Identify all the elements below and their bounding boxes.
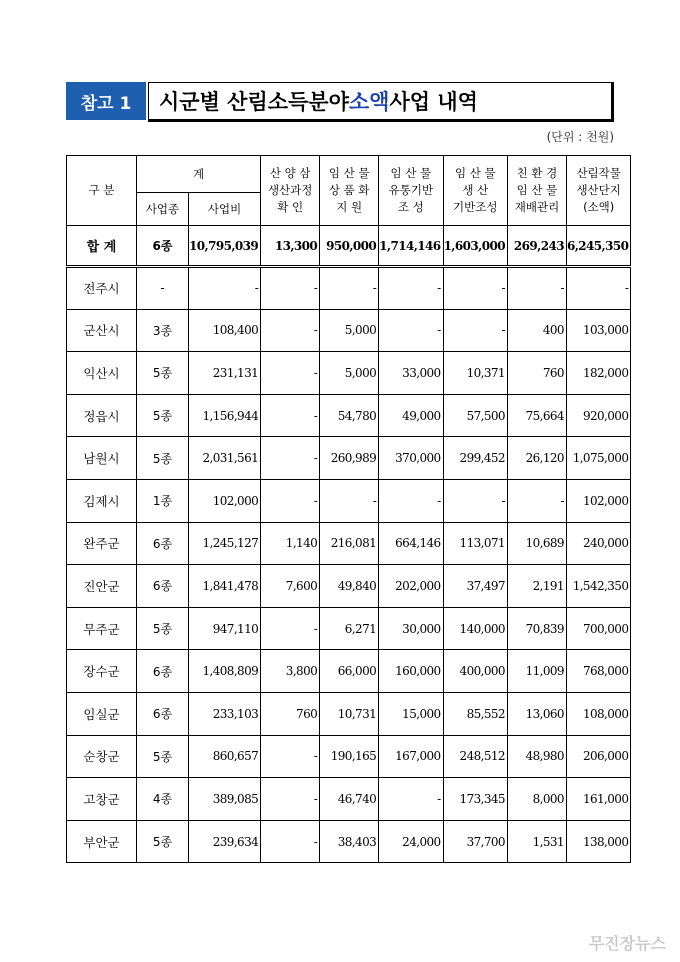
cell-c1: - — [261, 437, 320, 480]
cell-count: 5종 — [137, 352, 189, 395]
table-row — [67, 820, 631, 863]
table-row — [67, 352, 631, 395]
cell-name: 무주군 — [67, 607, 137, 650]
cell-c6: 920,000 — [566, 394, 630, 437]
cell-count: 6종 — [137, 522, 189, 565]
cell-c3: 160,000 — [379, 650, 443, 693]
header-col-3: 임 산 물 유통기반 조 성 — [379, 156, 443, 226]
table-row — [67, 267, 631, 310]
cell-cost: 1,156,944 — [189, 394, 261, 437]
cell-c4: 173,345 — [443, 778, 507, 821]
cell-cost: 860,657 — [189, 735, 261, 778]
cell-count: 5종 — [137, 820, 189, 863]
cell-cost: 1,408,809 — [189, 650, 261, 693]
cell-count: 6종 — [137, 650, 189, 693]
cell-c4: 1,603,000 — [443, 226, 507, 267]
header-col-6: 산림작물 생산단지 (소액) — [566, 156, 630, 226]
cell-c3: 202,000 — [379, 565, 443, 608]
cell-c6: 102,000 — [566, 479, 630, 522]
cell-c5: 1,531 — [507, 820, 566, 863]
cell-c5: 70,839 — [507, 607, 566, 650]
table-row — [67, 479, 631, 522]
cell-c6: 700,000 — [566, 607, 630, 650]
header-col-5: 친 환 경 임 산 물 재배관리 — [507, 156, 566, 226]
cell-c2: 49,840 — [320, 565, 379, 608]
title-text-highlight: 소액 — [348, 90, 390, 114]
cell-name: 김제시 — [67, 479, 137, 522]
cell-cost: - — [189, 267, 261, 310]
cell-name: 정읍시 — [67, 394, 137, 437]
cell-c1: - — [261, 267, 320, 310]
cell-c3: 49,000 — [379, 394, 443, 437]
cell-c6: 182,000 — [566, 352, 630, 395]
cell-cost: 239,634 — [189, 820, 261, 863]
cell-c4: 113,071 — [443, 522, 507, 565]
cell-c6: 6,245,350 — [566, 226, 630, 267]
cell-c4: 37,497 — [443, 565, 507, 608]
cell-c2: 54,780 — [320, 394, 379, 437]
cell-c3: - — [379, 778, 443, 821]
cell-c1: - — [261, 479, 320, 522]
cell-name: 남원시 — [67, 437, 137, 480]
cell-name: 장수군 — [67, 650, 137, 693]
cell-cost: 389,085 — [189, 778, 261, 821]
cell-name: 익산시 — [67, 352, 137, 395]
unit-label: (단위 : 천원) — [546, 130, 614, 144]
cell-c1: 3,800 — [261, 650, 320, 693]
cell-c6: 108,000 — [566, 692, 630, 735]
cell-c2: - — [320, 267, 379, 310]
cell-c1: - — [261, 820, 320, 863]
cell-count: 1종 — [137, 479, 189, 522]
cell-name: 부안군 — [67, 820, 137, 863]
cell-c6: 138,000 — [566, 820, 630, 863]
cell-c5: - — [507, 479, 566, 522]
cell-c3: - — [379, 309, 443, 352]
header-total: 계 — [137, 156, 261, 193]
document-title — [66, 82, 614, 120]
cell-count: 5종 — [137, 437, 189, 480]
table-row — [67, 309, 631, 352]
cell-c4: 248,512 — [443, 735, 507, 778]
cell-c2: 260,989 — [320, 437, 379, 480]
cell-c2: 5,000 — [320, 352, 379, 395]
cell-c5: 400 — [507, 309, 566, 352]
cell-name: 합 계 — [67, 226, 137, 267]
cell-c4: 400,000 — [443, 650, 507, 693]
table-row — [67, 778, 631, 821]
cell-c2: 5,000 — [320, 309, 379, 352]
cell-c2: - — [320, 479, 379, 522]
cell-cost: 231,131 — [189, 352, 261, 395]
cell-c4: 85,552 — [443, 692, 507, 735]
cell-c4: - — [443, 267, 507, 310]
cell-c3: 33,000 — [379, 352, 443, 395]
header-col-1: 산 양 삼 생산과정 확 인 — [261, 156, 320, 226]
cell-c2: 10,731 — [320, 692, 379, 735]
table-row — [67, 522, 631, 565]
cell-c5: 26,120 — [507, 437, 566, 480]
cell-c3: - — [379, 479, 443, 522]
cell-c1: - — [261, 352, 320, 395]
cell-cost: 10,795,039 — [189, 226, 261, 267]
cell-count: 6종 — [137, 226, 189, 267]
cell-c3: 370,000 — [379, 437, 443, 480]
cell-cost: 1,841,478 — [189, 565, 261, 608]
cell-count: 5종 — [137, 607, 189, 650]
cell-c1: - — [261, 394, 320, 437]
cell-name: 완주군 — [67, 522, 137, 565]
cell-count: 5종 — [137, 735, 189, 778]
cell-c1: 760 — [261, 692, 320, 735]
cell-c4: 37,700 — [443, 820, 507, 863]
cell-c6: 1,075,000 — [566, 437, 630, 480]
header-col-4: 임 산 물 생 산 기반조성 — [443, 156, 507, 226]
cell-c4: 140,000 — [443, 607, 507, 650]
cell-count: 6종 — [137, 565, 189, 608]
cell-cost: 233,103 — [189, 692, 261, 735]
cell-count: 4종 — [137, 778, 189, 821]
cell-c3: 30,000 — [379, 607, 443, 650]
cell-c1: - — [261, 607, 320, 650]
cell-c5: 8,000 — [507, 778, 566, 821]
cell-c1: 1,140 — [261, 522, 320, 565]
cell-c2: 66,000 — [320, 650, 379, 693]
table-row — [67, 607, 631, 650]
cell-cost: 108,400 — [189, 309, 261, 352]
watermark-logo: 무진장뉴스 — [588, 934, 666, 953]
cell-c4: - — [443, 309, 507, 352]
cell-name: 고창군 — [67, 778, 137, 821]
cell-c6: 1,542,350 — [566, 565, 630, 608]
cell-name: 임실군 — [67, 692, 137, 735]
title-text-after: 사업 내역 — [389, 90, 478, 114]
cell-c3: 664,146 — [379, 522, 443, 565]
cell-c1: - — [261, 778, 320, 821]
cell-c2: 950,000 — [320, 226, 379, 267]
cell-c3: - — [379, 267, 443, 310]
table-body — [67, 226, 631, 863]
title-box — [148, 82, 614, 122]
header-gubun: 구 분 — [67, 156, 137, 226]
cell-c6: 768,000 — [566, 650, 630, 693]
cell-count: 5종 — [137, 394, 189, 437]
cell-c6: 240,000 — [566, 522, 630, 565]
cell-c3: 15,000 — [379, 692, 443, 735]
header-count: 사업종 — [137, 193, 189, 226]
cell-c4: 10,371 — [443, 352, 507, 395]
cell-name: 군산시 — [67, 309, 137, 352]
cell-c2: 46,740 — [320, 778, 379, 821]
cell-c5: 2,191 — [507, 565, 566, 608]
cell-c4: - — [443, 479, 507, 522]
cell-name: 순창군 — [67, 735, 137, 778]
table-row — [67, 650, 631, 693]
header-col-2: 임 산 물 상 품 화 지 원 — [320, 156, 379, 226]
cell-c1: 13,300 — [261, 226, 320, 267]
table-row — [67, 692, 631, 735]
cell-cost: 947,110 — [189, 607, 261, 650]
cell-count: - — [137, 267, 189, 310]
cell-c2: 190,165 — [320, 735, 379, 778]
cell-c3: 24,000 — [379, 820, 443, 863]
cell-c6: - — [566, 267, 630, 310]
table-row — [67, 735, 631, 778]
cell-c6: 161,000 — [566, 778, 630, 821]
total-row — [67, 226, 631, 267]
cell-c5: 10,689 — [507, 522, 566, 565]
cell-c5: 11,009 — [507, 650, 566, 693]
cell-c5: 269,243 — [507, 226, 566, 267]
title-text-before: 시군별 산림소득분야 — [159, 90, 349, 114]
cell-c6: 206,000 — [566, 735, 630, 778]
cell-c5: 760 — [507, 352, 566, 395]
budget-table — [66, 155, 631, 863]
cell-cost: 1,245,127 — [189, 522, 261, 565]
table-row — [67, 437, 631, 480]
cell-c5: 13,060 — [507, 692, 566, 735]
cell-name: 진안군 — [67, 565, 137, 608]
header-cost: 사업비 — [189, 193, 261, 226]
cell-cost: 2,031,561 — [189, 437, 261, 480]
cell-c4: 57,500 — [443, 394, 507, 437]
cell-c5: 75,664 — [507, 394, 566, 437]
cell-c2: 6,271 — [320, 607, 379, 650]
cell-c1: - — [261, 309, 320, 352]
cell-c2: 216,081 — [320, 522, 379, 565]
cell-c5: - — [507, 267, 566, 310]
cell-c1: 7,600 — [261, 565, 320, 608]
table-row — [67, 394, 631, 437]
cell-c5: 48,980 — [507, 735, 566, 778]
cell-count: 3종 — [137, 309, 189, 352]
cell-c3: 167,000 — [379, 735, 443, 778]
cell-c2: 38,403 — [320, 820, 379, 863]
cell-cost: 102,000 — [189, 479, 261, 522]
reference-badge: 참고 1 — [66, 82, 146, 120]
cell-count: 6종 — [137, 692, 189, 735]
cell-name: 전주시 — [67, 267, 137, 310]
cell-c3: 1,714,146 — [379, 226, 443, 267]
table-row — [67, 565, 631, 608]
cell-c4: 299,452 — [443, 437, 507, 480]
cell-c6: 103,000 — [566, 309, 630, 352]
cell-c1: - — [261, 735, 320, 778]
